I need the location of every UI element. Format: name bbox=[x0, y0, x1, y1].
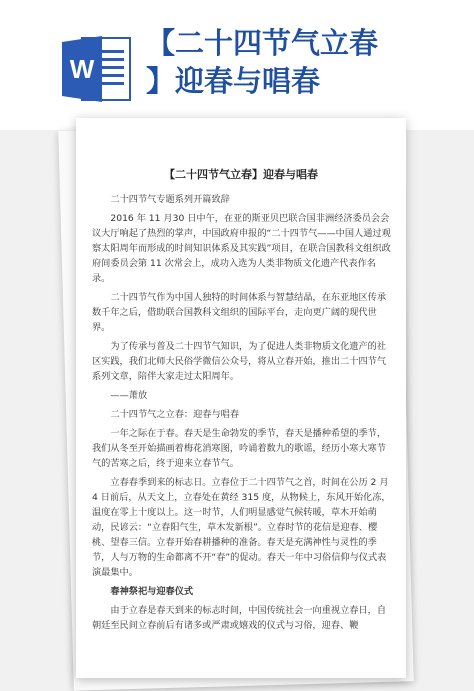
document-body bbox=[92, 190, 392, 637]
word-document-icon bbox=[60, 32, 134, 106]
section-heading: 二十四节气之立春：迎春与唱春 bbox=[110, 409, 240, 420]
paragraph: 为了传承与普及二十四节气知识，为了促进人类非物质文化遗产的社区实践，我们北师大民俗学微信公众号，将从立春开始，推出二十四节气系列文章，陪伴大家走过太阳周年。 bbox=[92, 341, 387, 382]
document-title: 【二十四节气立春】迎春与唱春 bbox=[164, 168, 318, 181]
document-page bbox=[76, 118, 406, 678]
section-heading: 春神祭祀与迎春仪式 bbox=[110, 586, 194, 597]
paragraph-series-intro: 二十四节气专题系列开篇致辞 bbox=[110, 194, 230, 205]
svg-text:W: W bbox=[69, 54, 95, 84]
paragraph: 二十四节气作为中国人独特的时间体系与智慧结晶，在东亚地区传承数千年之后，借助联合国教科文组织的国际平台，走向更广阔的现代世界。 bbox=[92, 292, 387, 333]
title-banner bbox=[0, 0, 474, 130]
paragraph: 由于立春是春天到来的标志时间，中国传统社会一向重视立春日，自朝廷至民间立春前后有诸多或严肃或嬉戏的仪式与习俗，迎春、鞭 bbox=[92, 605, 387, 631]
paragraph: 一年之际在于春。春天是生命勃发的季节，春天是播种希望的季节，我们从冬至开始描画着梅花消寒图，吟诵着数九的歌谣，经历小寒大寒节气的苦寒之后，终于迎来立春节气。 bbox=[92, 428, 387, 469]
page-title: 【二十四节气立春 】迎春与唱春 bbox=[146, 26, 379, 98]
author-signature: ——萧放 bbox=[110, 390, 148, 401]
paragraph: 立春春季到来的标志日。立春位于二十四节气之首，时间在公历 2 月 4 日前后，从天文上，立春处在黄经 315 度，从物候上，东风开始化冻，温度在零上十度以上。这一时节，人们明显感觉气候转暖，草木开始萌动，民谚云：“立春阳气生，草木发新根”。立春时节的花信是迎春、樱桃、望春三信。立春开始春耕播种的准备。春天是充满神性与灵性的季节，人与万物的生命都离不开“春”的促动。春天一年中习俗信仰与仪式表演最集中。 bbox=[92, 477, 391, 578]
paragraph: 2016 年 11 月30 日中午，在亚的斯亚贝巴联合国非洲经济委员会会议大厅响起了热烈的掌声，中国政府申报的“二十四节气——中国人通过观察太阳周年而形成的时间知识体系及其实践”项目，在联合国教科文组织政府间委员会第 11 次常会上，成功入选为人类非物质文化遗产代表作名录。 bbox=[92, 213, 391, 284]
